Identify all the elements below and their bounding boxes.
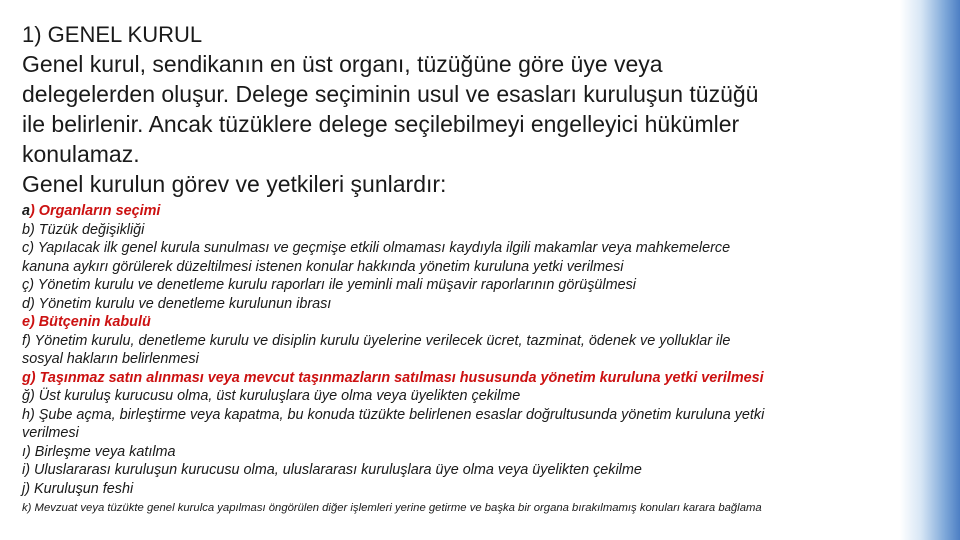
list-item-g: g) Taşınmaz satın alınması veya mevcut taşınmazların satılması hususunda yönetim kuruluna yetki verilmesi — [22, 369, 764, 386]
list-item-text: ) Organların seçimi — [30, 203, 161, 219]
intro-line: konulamaz. — [22, 141, 140, 167]
list-item-f: f) Yönetim kurulu, denetleme kurulu ve disiplin kurulu üyelerine verilecek ücret, tazminat, ödenek ve yolluklar ile — [22, 332, 731, 349]
list-item-k: k) Mevzuat veya tüzükte genel kurulca yapılması öngörülen diğer işlemleri yerine getirme ve başka bir organa bırakılmamış konuları karara bağlama — [22, 502, 762, 514]
list-item-j: j) Kuruluşun feshi — [22, 480, 134, 497]
list-marker: a — [22, 203, 31, 219]
intro-paragraph — [22, 49, 952, 199]
list-item-c-cedilla: ç) Yönetim kurulu ve denetleme kurulu raporları ile yeminli mali müşavir raporlarının görüşülmesi — [22, 277, 636, 293]
intro-line: Genel kurulun görev ve yetkileri şunlardır: — [22, 171, 447, 197]
list-item-d: d) Yönetim kurulu ve denetleme kurulunun ibrası — [22, 295, 332, 312]
list-item-dotless-i: ı) Birleşme veya katılma — [22, 443, 176, 460]
list-item-a — [22, 202, 952, 221]
intro-line: delegelerden oluşur. Delege seçiminin usul ve esasları kuruluşun tüzüğü — [22, 81, 759, 107]
list-item-b: b) Tüzük değişikliği — [22, 221, 145, 238]
list-item-g-breve: ğ) Üst kuruluş kurucusu olma, üst kuruluşlara üye olma veya üyelikten çekilme — [22, 388, 521, 404]
list-item-e: e) Bütçenin kabulü — [22, 314, 151, 330]
intro-line: ile belirlenir. Ancak tüzüklere delege seçilebilmeyi engelleyici hükümler — [22, 111, 740, 137]
list-item-i: i) Uluslararası kuruluşun kurucusu olma, uluslararası kuruluşlara üye olma veya üyelikten çekilme — [22, 462, 642, 478]
intro-line: Genel kurul, sendikanın en üst organı, tüzüğüne göre üye veya — [22, 51, 663, 77]
slide-content — [22, 20, 952, 516]
list-item-h: h) Şube açma, birleştirme veya kapatma, bu konuda tüzükte belirlenen esaslar doğrultusunda yönetim kuruluna yetki — [22, 406, 765, 423]
duties-list — [22, 202, 952, 516]
list-item-c: c) Yapılacak ilk genel kurula sunulması ve geçmişe etkili olmaması kaydıyla ilgili makamlar veya mahkemelerce — [22, 240, 731, 256]
list-item-f-cont: sosyal hakların belirlenmesi — [22, 351, 199, 367]
list-item-c-cont: kanuna aykırı görülerek düzeltilmesi istenen konular hakkında yönetim kuruluna yetki verilmesi — [22, 258, 624, 275]
list-item-h-cont: verilmesi — [22, 425, 79, 441]
section-heading: 1) GENEL KURUL — [22, 22, 203, 47]
